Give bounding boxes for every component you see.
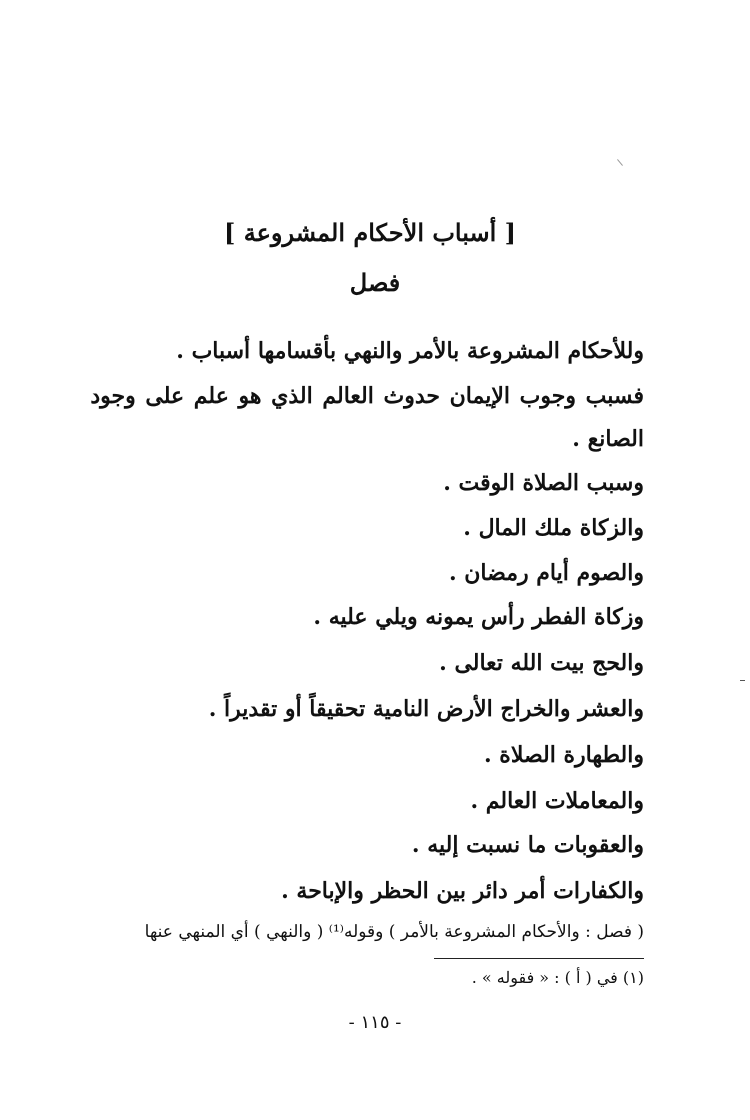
text-line: الصانع . bbox=[572, 426, 644, 452]
text-line: وللأحكام المشروعة بالأمر والنهي بأقسامها أسباب . bbox=[176, 338, 644, 364]
page-number: - ١١٥ - bbox=[348, 1012, 402, 1033]
text-line: والطهارة الصلاة . bbox=[483, 742, 644, 768]
text-line: والعقوبات ما نسبت إليه . bbox=[411, 832, 644, 858]
chapter-label: فصل bbox=[349, 268, 401, 297]
scan-artifact bbox=[617, 159, 623, 166]
text-line: وسبب الصلاة الوقت . bbox=[443, 470, 644, 496]
text-line: والمعاملات العالم . bbox=[470, 788, 644, 814]
text-line: والزكاة ملك المال . bbox=[463, 515, 644, 541]
footnote: (١) في ( أ ) : « فقوله » . bbox=[471, 968, 644, 987]
text-line: والحج بيت الله تعالى . bbox=[439, 650, 644, 676]
text-line: والعشر والخراج الأرض النامية تحقيقاً أو تقديراً . bbox=[208, 696, 644, 722]
footnote-divider bbox=[434, 958, 644, 959]
text-line: والكفارات أمر دائر بين الحظر والإباحة . bbox=[281, 878, 644, 904]
section-title: [ أسباب الأحكام المشروعة ] bbox=[224, 218, 516, 247]
text-line: وزكاة الفطر رأس يمونه ويلي عليه . bbox=[313, 604, 644, 630]
commentary-line: ( فصل : والأحكام المشروعة بالأمر ) وقوله⁽¹⁾ ( والنهي ) أي المنهي عنها bbox=[144, 922, 644, 942]
scan-artifact bbox=[740, 680, 745, 681]
text-line: فسبب وجوب الإيمان حدوث العالم الذي هو علم على وجود bbox=[90, 383, 644, 409]
text-line: والصوم أيام رمضان . bbox=[448, 560, 644, 586]
